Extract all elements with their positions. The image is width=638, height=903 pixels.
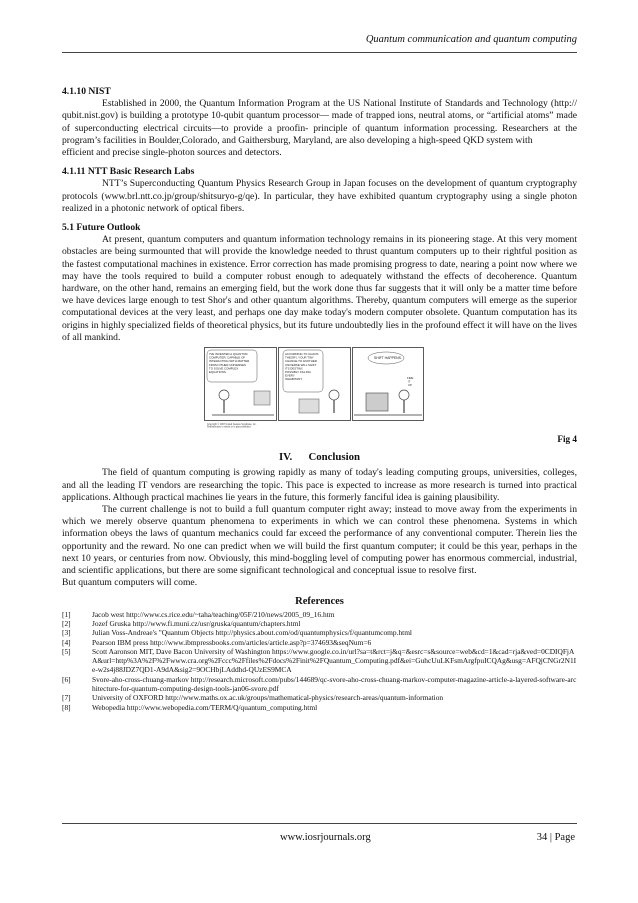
heading-conclusion: IV. Conclusion xyxy=(278,451,361,464)
panel3-speech: SHIFT HAPPENS. xyxy=(374,356,402,361)
comic-figure xyxy=(204,347,424,430)
reference-item: [5] Scott Aaronson MIT, Dave Bacon University of Washington https://www.google.co.in/url?sa=t&rct=j&q=&esrc=s&source=web&cd=1&cad=rja&ved=0CDIQFjAA&url=http%3A%2F%2Fwww.cra.org%2Fccc%2Ffiles%2Fdocs%2Finit%2FQuantum_Computing.pdf&ei=GuhcUuLKFsmArgfpuICQAg&usg=AFQjCNGr2N1Ie-w2s4j88JDZ7QD1-A9dA&sig2=9OCHbjLAddhd-QUzES9MCA xyxy=(62,646,577,675)
future-paragraph: At present, quantum computers and quantum information technology remains in its pioneering stage. At this very moment obstacles are being surmounted that will provide the knowledge needed to thrust quantum computers up to their rightful position as the fastest computational machines in existence. Error correction has made promising progress to date, nearing a point now where we may have the tools required to build a computer robust enough to adequately withstand the effects of decoherence. Quantum hardware, on the other hand, remains an emerging field, but the work done thus far suggests that it will only be a matter time before we have devices large enough to test Shor's and other quantum algorithms. Thereby, quantum computers will emerge as the superior computational devices at the very least, and perhaps one day make today's modern computer obsolete. Quantum computation has its origins in highly specialized fields of theoretical physics, but its future undoubtedly lies in the profound effect it will have on the lives of all mankind. xyxy=(62,234,577,343)
ntt-paragraph: NTT’s Superconducting Quantum Physics Research Group in Japan focuses on the development of quantum cryptography protocols (www.brl.ntt.co.jp/group/shitsuryo-g/qe). In particular, they have exhibited quantum cryptography using a single photon realized in a photonic network of optical fibers. xyxy=(62,178,577,214)
reference-item: [6] Svore-aho-cross-chuang-markov http://research.microsoft.com/pubs/144689/qc-svore-aho-cross-chuang-markov-computer-magazine-article-a-layered-software-architecture-for-quantum-computing-design-tools-jan06-svore.pdf xyxy=(62,674,577,694)
heading-ntt: 4.1.11 NTT Basic Research Labs xyxy=(62,166,195,178)
running-header: Quantum communication and quantum computing xyxy=(365,34,577,45)
reference-item: [2] Jozef Gruska http://www.fi.muni.cz/usr/gruska/quantum/chapters.html xyxy=(62,619,301,628)
conclusion-paragraph-2: The current challenge is not to build a full quantum computer right away; instead to move away from the experiments in which we merely observe quantum phenomena to experiments in which we can control these phenomena. Systems in which information obeys the laws of quantum mechanics could far exceed the performance of any conventional computer. Therein lies the opportunity and the reward. No one can predict when we will build the first quantum computer; it could be this year, perhaps in the next 10 years, or centuries from now. Obviously, this mind-boggling level of computing power has enormous commercial, industrial, and scientific applications, but there are some significant technological and conceptual issue to resolve first. xyxy=(62,504,577,577)
heading-nist: 4.1.10 NIST xyxy=(62,86,111,97)
figure-caption: Fig 4 xyxy=(557,434,577,445)
reference-item: [7] University of OXFORD http://www.maths.ox.ac.uk/groups/mathematical-physics/research-areas/quantum-information xyxy=(62,693,444,703)
comic-strip xyxy=(204,347,424,430)
footer-rule xyxy=(62,823,577,824)
panel1-speech: I'VE INVENTED A QUANTUM COMPUTER, CAPABLE OF INTERACTING WITH MATTER FROM OTHER UNIVERSES TO SOLVE COMPLEX EQUATIONS. xyxy=(209,352,250,375)
nist-paragraph: Established in 2000, the Quantum Information Program at the US National Institute of Standards and Technology (http:// qubit.nist.gov) is building a prototype 10-qubit quantum processor— made of trapped ions, neutral atoms, or “artificial atoms” made of superconducting electrical circuits—to provide a proofin- principle of quantum information processing. Researchers at the program’s facilities in Boulder,Colorado, and Gaithersburg, Maryland, are also developing a high-speed QKD system with xyxy=(62,98,577,146)
footer-page-number: 34 | Page xyxy=(536,832,575,843)
conclusion-paragraph-3: But quantum computers will come. xyxy=(62,577,198,589)
header-rule xyxy=(62,52,577,53)
page xyxy=(62,0,577,903)
comic-copyright: Copyright © 1997 United Feature Syndicate, Inc. Redistribution in whole or in part prohibited xyxy=(207,424,257,429)
references-title: References xyxy=(295,595,344,607)
article-body xyxy=(62,86,577,712)
conclusion-paragraph-1: The field of quantum computing is growing rapidly as many of today's leading computing groups, universities, colleges, and all the leading IT vendors are researching the topic. This pace is expected to increase as more research is turned into practical applications. Although practical machines lie years in the future, this formerly fanciful idea is gaining plausibility. xyxy=(62,467,577,503)
references-list xyxy=(62,610,577,712)
panel2-speech: ACCORDING TO CHAOS THEORY, YOUR TINY CHANGE TO ANOTHER UNIVERSE WILL SHIFT ITS DESTINY, POSSIBLY KILLING EVERY INHABITANT xyxy=(285,352,319,382)
reference-item: [1] Jacob west http://www.cs.rice.edu/~taha/teaching/05F/210/news/2005_09_16.htm xyxy=(62,609,335,619)
heading-future-outlook: 5.1 Future Outlook xyxy=(62,222,141,234)
reference-item: [4] Pearson IBM press http://www.ibmpressbooks.com/articles/article.asp?p=374693&seqNum=6 xyxy=(62,637,372,647)
nist-paragraph-tail: efficient and precise single-photon sources and detectors. xyxy=(62,147,282,159)
footer-website: www.iosrjournals.org xyxy=(280,832,371,843)
panel3-small-text: FIRE IT UP xyxy=(407,376,414,387)
reference-item: [3] Julian Voss-Andreae's "Quantum Objects http://physics.about.com/od/quantumphysics/f/quantumcomp.html xyxy=(62,628,412,638)
reference-item: [8] Webopedia http://www.webopedia.com/TERM/Q/quantum_computing.html xyxy=(62,702,318,712)
